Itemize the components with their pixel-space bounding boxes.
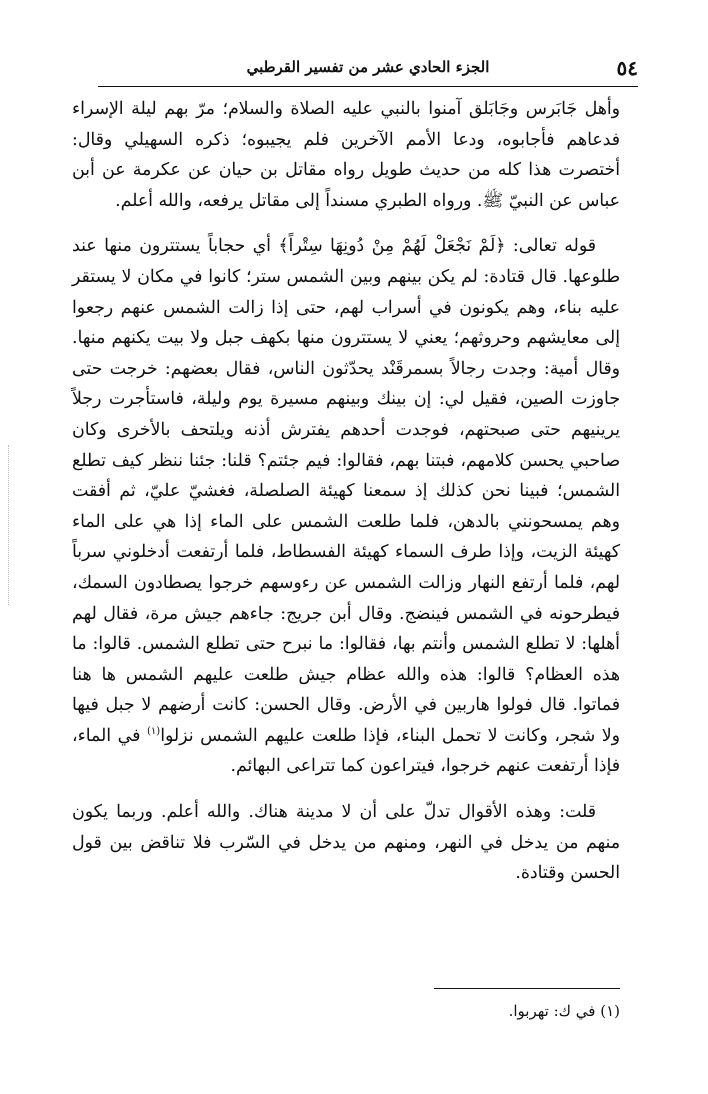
- paragraph-3-text: قلت: وهذه الأقوال تدلّ على أن لا مدينة هناك. والله أعلم. وربما يكون منهم من يدخل في النهر، ومنهم من يدخل في السّرب فلا تناقض بين قول الحسن وقتادة.: [72, 802, 620, 884]
- main-text: [72, 94, 620, 889]
- footnote: (١) في ك: تهربوا.: [508, 1002, 620, 1020]
- footnote-divider: [434, 988, 620, 989]
- paragraph-2: [72, 231, 620, 782]
- paragraph-1-text: وأهل جَابَرس وجَابَلق آمنوا بالنبي عليه الصلاة والسلام؛ مرّ بهم ليلة الإسراء فدعاهم فأجابوه، ودعا الأمم الآخرين فلم يجيبوه؛ ذكره السهيلي وقال: أختصرت هذا كله من حديث طويل رواه مقاتل بن حيان عن عكرمة عن أبن عباس عن النبيّ ﷺ. ورواه الطبري مسنداً إلى مقاتل يرفعه، والله أعلم.: [72, 99, 620, 211]
- paragraph-2-text: أي حجاباً يستترون منها عند طلوعها. قال قتادة: لم يكن بينهم وبين الشمس ستر؛ كانوا في مكان لا يستقر عليه بناء، وهم يكونون في أسراب لهم، حتى إذا زالت الشمس عنهم رجعوا إلى معايشهم وحروثهم؛ يعني لا يستترون منها بكهف جبل ولا بيت يكنهم منها. وقال أمية: وجدت رجالاً بسمرقَنْد يحدّثون الناس، فقال بعضهم: خرجت حتى جاوزت الصين، فقيل لي: إن بينك وبينهم مسيرة يوم وليلة، فاستأجرت رجلاً يرينيهم حتى صبحتهم، فوجدت أحدهم يفترش أذنه ويلتحف بالأخرى وكان صاحبي يحسن كلامهم، فبتنا بهم، فقالوا: فيم جئتم؟ قلنا: جئنا ننظر كيف تطلع الشمس؛ فبينا نحن كذلك إذ سمعنا كهيئة الصلصلة، فغشيّ عليّ، ثم أفقت وهم يمسحونني بالدهن، فلما طلعت الشمس على الماء إذا هي على الماء كهيئة الزيت، وإذا طرف السماء كهيئة الفسطاط، فلما أرتفعت أدخلوني سرباً لهم، فلما أرتفع النهار وزالت الشمس عن رءوسهم خرجوا يصطادون السمك، فيطرحونه في الشمس فينضج. وقال أبن جريج: جاءهم جيش مرة، فقال لهم أهلها: لا تطلع الشمس وأنتم بها، فقالوا: ما نبرح حتى تطلع الشمس. قالوا: ما هذه العظام؟ قالوا: هذه والله عظام جيش طلعت عليهم الشمس ها هنا فماتوا. قال فولوا هاربين في الأرض. وقال الحسن: كانت أرضهم لا جبل فيها ولا شجر، وكانت لا تحمل البناء، فإذا طلعت عليهم الشمس نزلوا: [72, 236, 620, 746]
- scan-margin-artifact: [8, 445, 13, 605]
- page-number: ٥٤: [616, 56, 638, 80]
- paragraph-1: [72, 94, 620, 216]
- paragraph-2-ending: في الماء، فإذا أرتفعت عنهم خرجوا، فيتراعون كما تتراعى البهائم.: [72, 725, 620, 777]
- paragraph-3: [72, 797, 620, 889]
- paragraph-2-intro: قوله تعالى:: [505, 236, 597, 257]
- quran-verse: ﴿لَمْ نَجْعَلْ لَهُمْ مِنْ دُونِهَا سِتْراً﴾: [278, 236, 506, 257]
- page-header: [98, 52, 638, 87]
- footnote-reference: (١): [147, 726, 161, 738]
- running-title: الجزء الحادي عشر من تفسير القرطبي: [246, 58, 490, 76]
